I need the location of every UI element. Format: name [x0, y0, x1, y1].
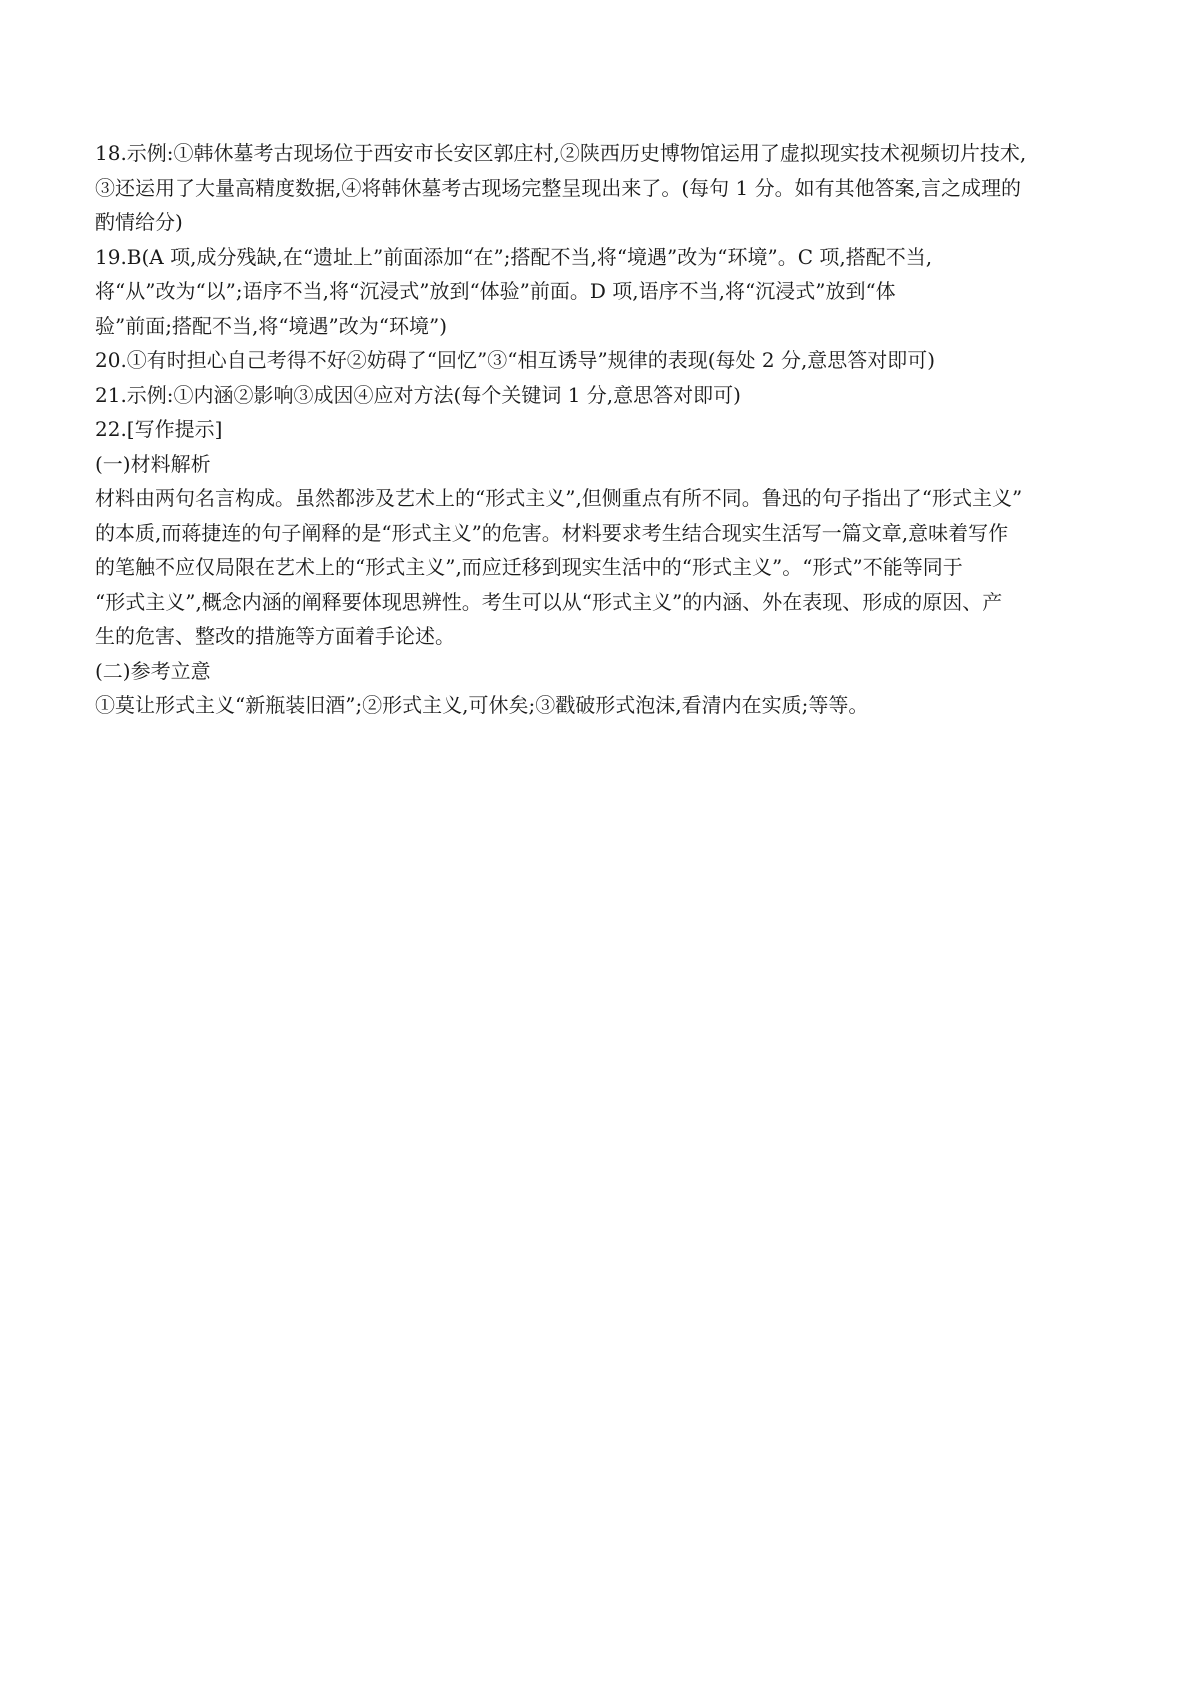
answer-19-line: 验”前面;搭配不当,将“境遇”改为“环境”): [95, 313, 448, 338]
section-reference-theme-heading: (二)参考立意: [95, 658, 211, 683]
answer-21-line: 21.示例:①内涵②影响③成因④应对方法(每个关键词 1 分,意思答对即可): [95, 382, 741, 407]
answer-22: [95, 412, 1113, 723]
answer-18-line: ③还运用了大量高精度数据,④将韩休墓考古现场完整呈现出来了。(每句 1 分。如有其他答案,言之成理的: [95, 175, 1021, 200]
answer-20-line: 20.①有时担心自己考得不好②妨碍了“回忆”③“相互诱导”规律的表现(每处 2 分,意思答对即可): [95, 348, 936, 372]
material-analysis-line: 材料由两句名言构成。虽然都涉及艺术上的“形式主义”,但侧重点有所不同。鲁迅的句子指出了“形式主义”: [95, 486, 1023, 510]
answer-18: [95, 136, 1113, 240]
answer-18-line: 18.示例:①韩休墓考古现场位于西安市长安区郭庄村,②陕西历史博物馆运用了虚拟现实技术视频切片技术,: [95, 141, 1027, 165]
answer-19: [95, 240, 1113, 344]
material-analysis-line: 的本质,而蒋捷连的句子阐释的是“形式主义”的危害。材料要求考生结合现实生活写一篇文章,意味着写作: [95, 520, 1009, 545]
answer-21: [95, 378, 1113, 413]
reference-theme-line: ①莫让形式主义“新瓶装旧酒”;②形式主义,可休矣;③戳破形式泡沫,看清内在实质;等等。: [95, 693, 869, 717]
answer-18-line: 酌情给分): [95, 210, 183, 234]
answer-20: [95, 343, 1113, 378]
material-analysis-line: 生的危害、整改的措施等方面着手论述。: [95, 624, 455, 648]
material-analysis-line: 的笔触不应仅局限在艺术上的“形式主义”,而应迁移到现实生活中的“形式主义”。“形式”不能等同于: [95, 555, 963, 579]
answer-19-line: 19.B(A 项,成分残缺,在“遗址上”前面添加“在”;搭配不当,将“境遇”改为“环境”。C 项,搭配不当,: [95, 244, 933, 269]
section-material-analysis-heading: (一)材料解析: [95, 451, 211, 476]
answer-19-line: 将“从”改为“以”;语序不当,将“沉浸式”放到“体验”前面。D 项,语序不当,将“沉浸式”放到“体: [95, 279, 896, 303]
material-analysis-line: “形式主义”,概念内涵的阐释要体现思辨性。考生可以从“形式主义”的内涵、外在表现、形成的原因、产: [95, 589, 1003, 614]
answer-key-page: [95, 136, 1113, 723]
answer-22-heading: 22.[写作提示]: [95, 417, 223, 441]
